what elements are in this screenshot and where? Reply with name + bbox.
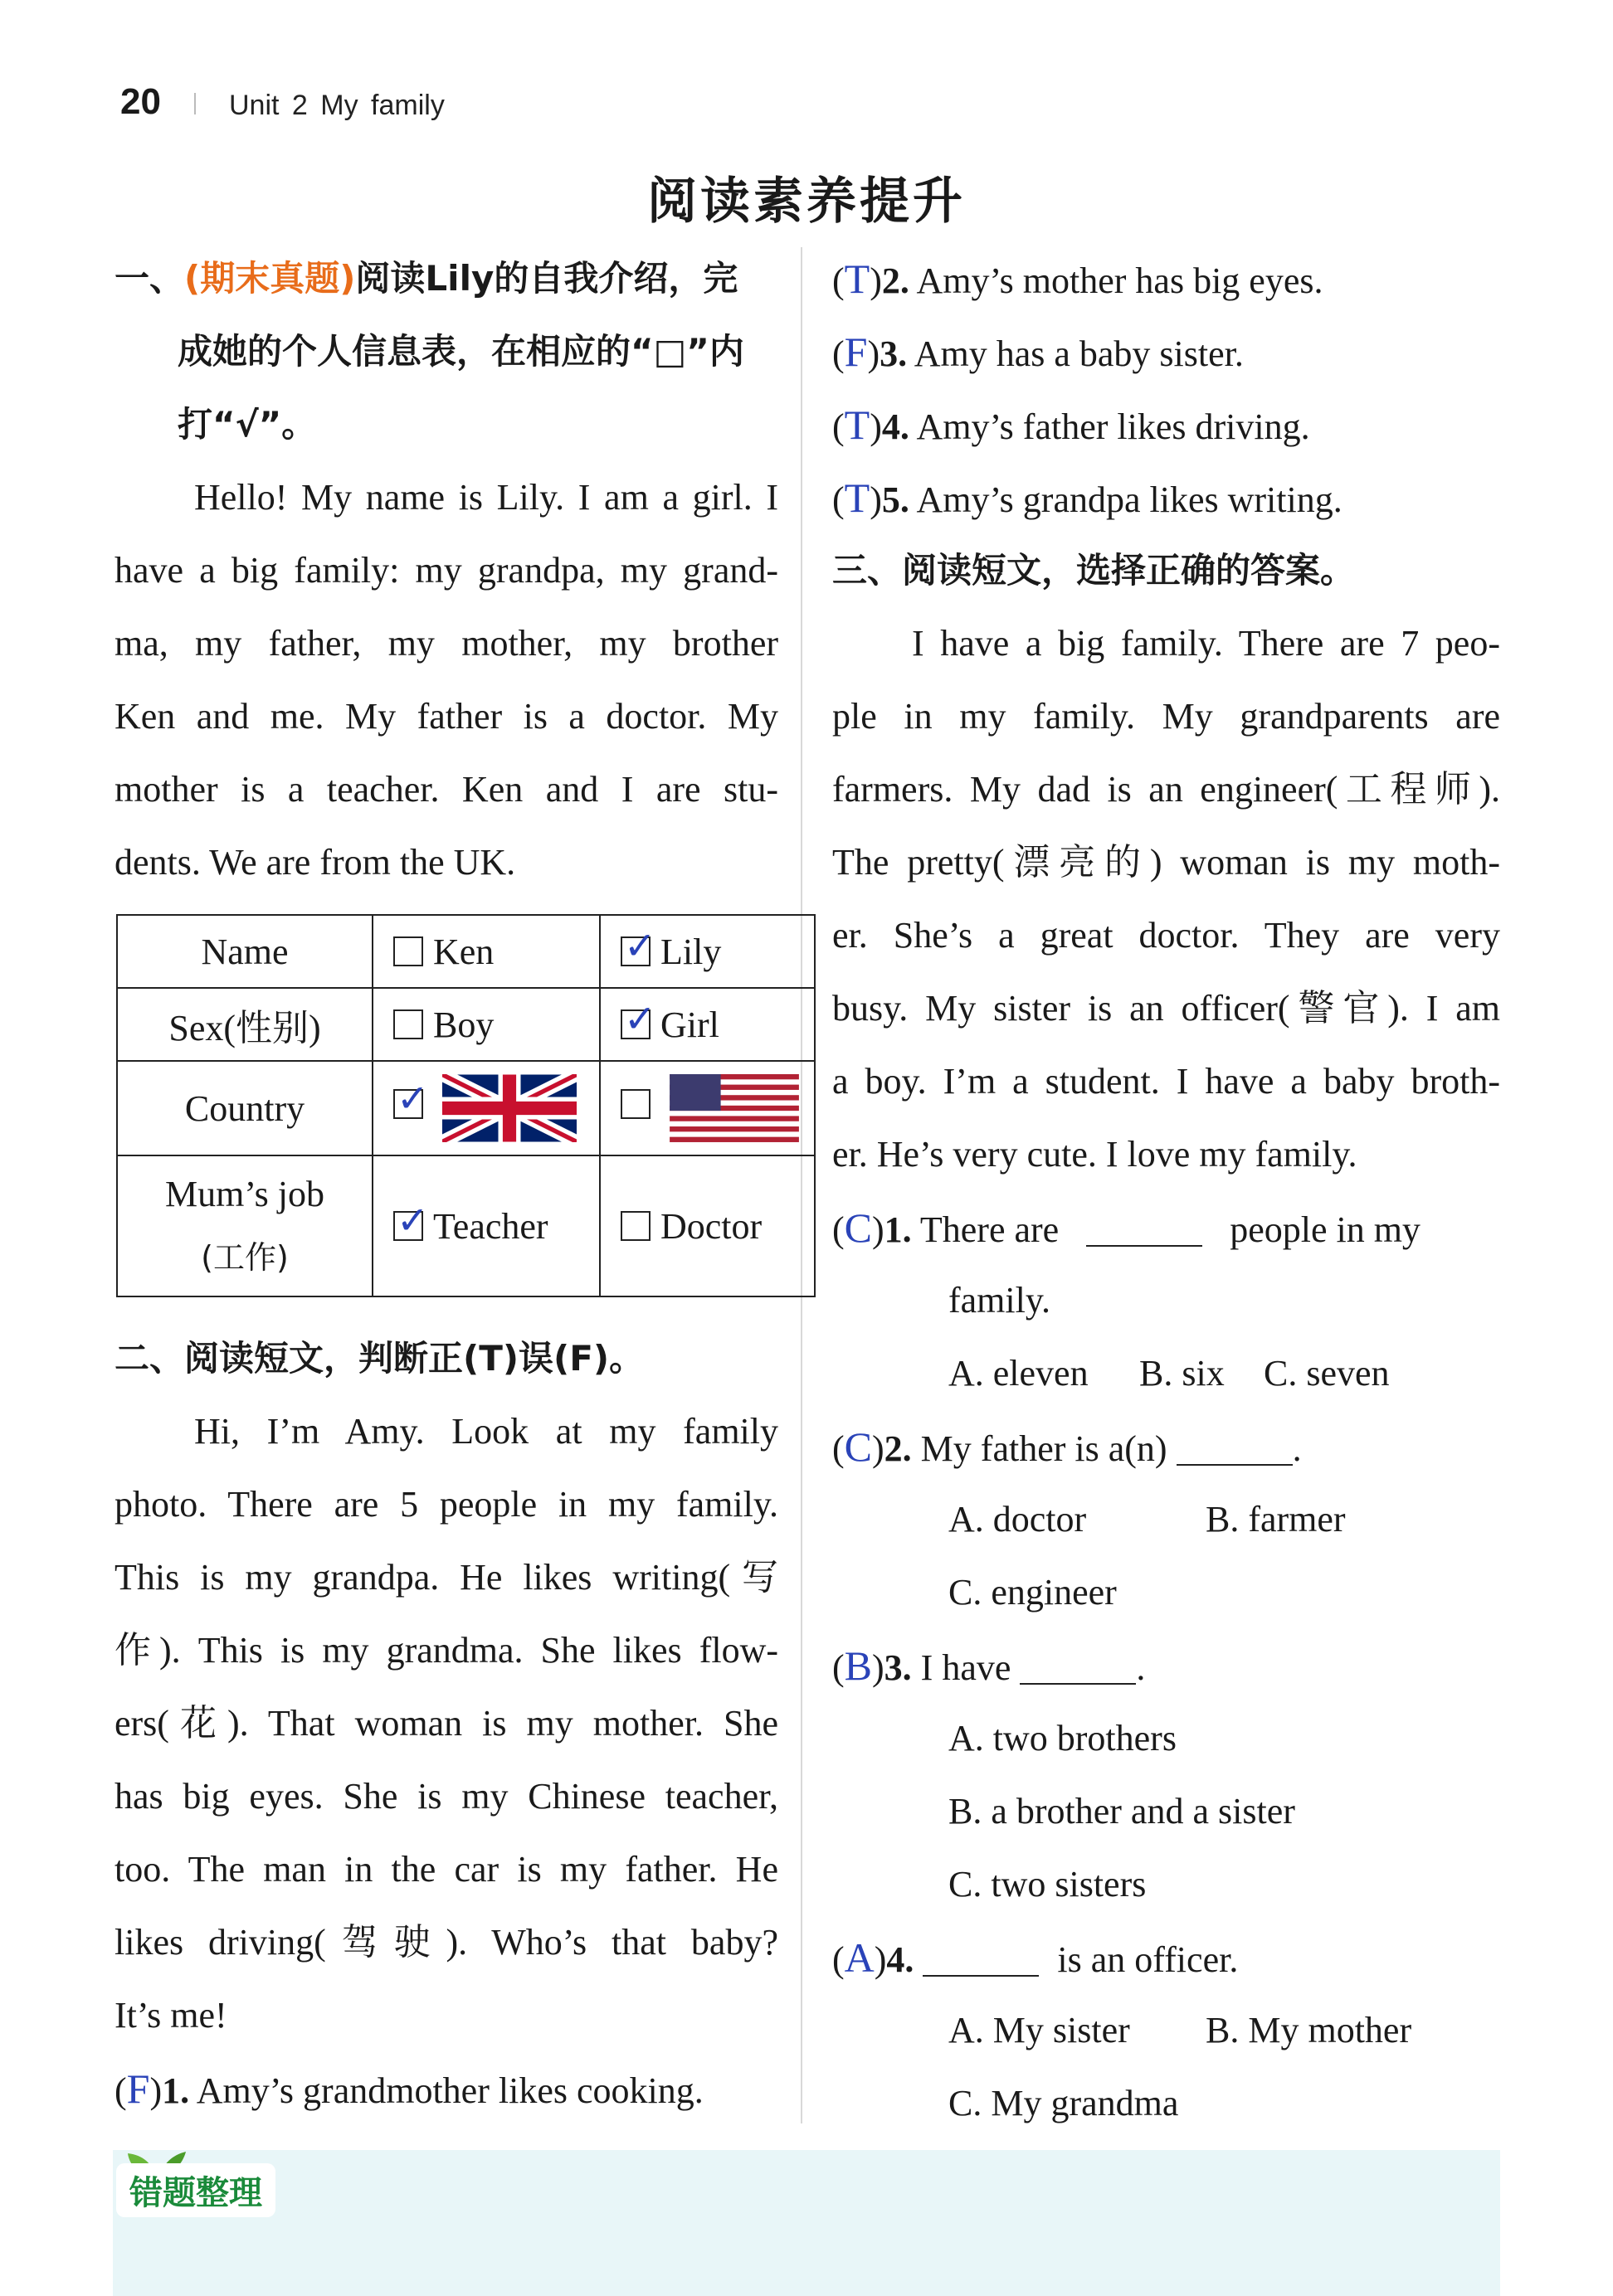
row-label: Sex(性别) [117, 988, 373, 1061]
uk-flag-icon [442, 1074, 577, 1142]
option-cell [600, 1061, 815, 1155]
tf-question: (T)4. Amy’s father likes driving. [832, 401, 1310, 448]
checkbox-checked[interactable] [393, 1089, 423, 1119]
option-cell: Boy [373, 988, 600, 1061]
table-row [117, 1061, 815, 1155]
options-row [832, 1483, 1500, 1556]
right-column [832, 242, 1500, 2140]
section3-heading: 三、阅读短文，选择正确的答案。 [832, 550, 1356, 591]
options-row [832, 1994, 1500, 2067]
us-flag-icon [670, 1074, 799, 1142]
option-a: A. doctor [948, 1499, 1087, 1540]
answer-blank [1177, 1431, 1293, 1466]
passage3-line: busy. My sister is an officer(警官). I am [832, 988, 1500, 1029]
page-number: 20 [120, 81, 161, 122]
tf-question: (F)1. Amy’s grandmother likes cooking. [115, 2065, 704, 2112]
passage3-line: a boy. I’m a student. I have a baby broth- [832, 1061, 1500, 1102]
option-cell: Ken [373, 915, 600, 988]
option-b: B. farmer [1206, 1499, 1346, 1540]
answer-blank [1086, 1212, 1202, 1247]
passage3-line: er. He’s very cute. I love my family. [832, 1134, 1357, 1175]
option-cell: ✓ Girl [600, 988, 815, 1061]
exam-tag: (期末真题) [184, 258, 356, 299]
passage3-line: I have a big family. There are 7 peo- [912, 623, 1500, 664]
answer-mark: A [844, 1934, 875, 1981]
checkbox[interactable] [621, 1089, 651, 1119]
answer-mark: T [844, 401, 870, 448]
page-title: 阅读素养提升 [647, 173, 966, 231]
option-b: B. a brother and a sister [948, 1791, 1295, 1831]
section1-heading-line3: 打“√”。 [178, 404, 317, 445]
tf-question: (F)3. Amy has a baby sister. [832, 328, 1244, 375]
options-row [832, 1337, 1500, 1410]
option-c: C. My grandma [948, 2083, 1179, 2123]
option-c: C. engineer [948, 1572, 1117, 1613]
mistake-review-label: 错题整理 [116, 2163, 275, 2217]
options-row [832, 1702, 1500, 1775]
answer-mark: B [844, 1642, 873, 1689]
option-a: A. My sister [948, 2010, 1130, 2050]
passage1-line: Ken and me. My father is a doctor. My [115, 696, 778, 737]
passage2-line: Hi, I’m Amy. Look at my family [194, 1411, 778, 1452]
option-cell: Doctor [600, 1155, 815, 1296]
option-c: C. two sisters [948, 1864, 1147, 1904]
passage2-line: ers(花). That woman is my mother. She [115, 1703, 778, 1744]
passage2-line: photo. There are 5 people in my family. [115, 1484, 778, 1525]
passage2-line: This is my grandpa. He likes writing(写 [115, 1557, 778, 1598]
tf-question: (T)2. Amy’s mother has big eyes. [832, 255, 1323, 302]
checkbox-checked[interactable] [621, 1009, 651, 1039]
answer-mark: T [844, 474, 870, 521]
mc-question: (B)3. I have . [832, 1642, 1146, 1689]
passage2-line: It’s me! [115, 1995, 227, 2036]
passage3-line: The pretty(漂亮的) woman is my moth- [832, 842, 1500, 883]
passage2-line: 作). This is my grandma. She likes flow- [115, 1630, 778, 1671]
passage3-line: ple in my family. My grandparents are [832, 696, 1500, 737]
passage1-line: Hello! My name is Lily. I am a girl. I [194, 477, 778, 518]
option-b: B. six [1139, 1353, 1225, 1394]
mc-question: (C)2. My father is a(n) . [832, 1423, 1302, 1470]
option-b: B. My mother [1206, 2010, 1412, 2050]
passage3-line: er. She’s a great doctor. They are very [832, 915, 1500, 956]
option-c: C. seven [1264, 1353, 1390, 1394]
section1-heading-line2: 成她的个人信息表，在相应的“□”内 [178, 331, 744, 372]
row-label: Name [117, 915, 373, 988]
question-continuation: family. [948, 1280, 1050, 1321]
checkbox-checked[interactable] [393, 1211, 423, 1241]
section2-heading: 二、阅读短文，判断正(T)误(F)。 [115, 1338, 645, 1379]
notes-area [113, 2150, 1500, 2296]
row-label: Mum’s job (工作) [117, 1155, 373, 1296]
checkbox-checked[interactable] [621, 936, 651, 966]
table-row [117, 915, 815, 988]
passage3-line: farmers. My dad is an engineer(工程师). [832, 769, 1500, 810]
header-divider [194, 93, 196, 114]
options-row [832, 1775, 1500, 1848]
answer-blank [923, 1942, 1039, 1977]
option-cell [373, 1061, 600, 1155]
passage1-line: have a big family: my grandpa, my grand- [115, 550, 778, 591]
left-column [115, 242, 778, 899]
section1-heading: 一、(期末真题)阅读Lily的自我介绍，完 [115, 258, 738, 299]
passage2-line: too. The man in the car is my father. He [115, 1849, 778, 1890]
table-row [117, 988, 815, 1061]
passage2-line: has big eyes. She is my Chinese teacher, [115, 1776, 778, 1817]
mc-question: (C)1. There are people in my [832, 1204, 1421, 1251]
tf-question: (T)5. Amy’s grandpa likes writing. [832, 474, 1343, 521]
answer-blank [1020, 1650, 1136, 1685]
checkbox[interactable] [621, 1211, 651, 1241]
options-row [832, 2067, 1500, 2140]
answer-mark: F [844, 328, 868, 375]
row-label: Country [117, 1061, 373, 1155]
options-row [832, 1848, 1500, 1921]
left-column-lower [115, 1322, 778, 2125]
checkbox[interactable] [393, 1009, 423, 1039]
passage1-line: dents. We are from the UK. [115, 842, 516, 883]
info-table [116, 914, 816, 1297]
option-cell: ✓Teacher [373, 1155, 600, 1296]
option-cell: ✓ Lily [600, 915, 815, 988]
passage1-line: ma, my father, my mother, my brother [115, 623, 778, 664]
mc-question: (A)4. is an officer. [832, 1934, 1239, 1981]
answer-mark: T [844, 255, 870, 302]
passage2-line: likes driving(驾驶). Who’s that baby? [115, 1922, 778, 1963]
answer-mark: C [844, 1204, 873, 1251]
table-row [117, 1155, 815, 1296]
options-row [832, 1556, 1500, 1629]
option-a: A. eleven [948, 1353, 1089, 1394]
answer-mark: F [126, 2065, 150, 2112]
checkbox[interactable] [393, 936, 423, 966]
passage1-line: mother is a teacher. Ken and I are stu- [115, 769, 778, 810]
answer-mark: C [844, 1423, 873, 1470]
option-a: A. two brothers [948, 1718, 1177, 1758]
unit-title: Unit 2 My family [229, 90, 445, 121]
